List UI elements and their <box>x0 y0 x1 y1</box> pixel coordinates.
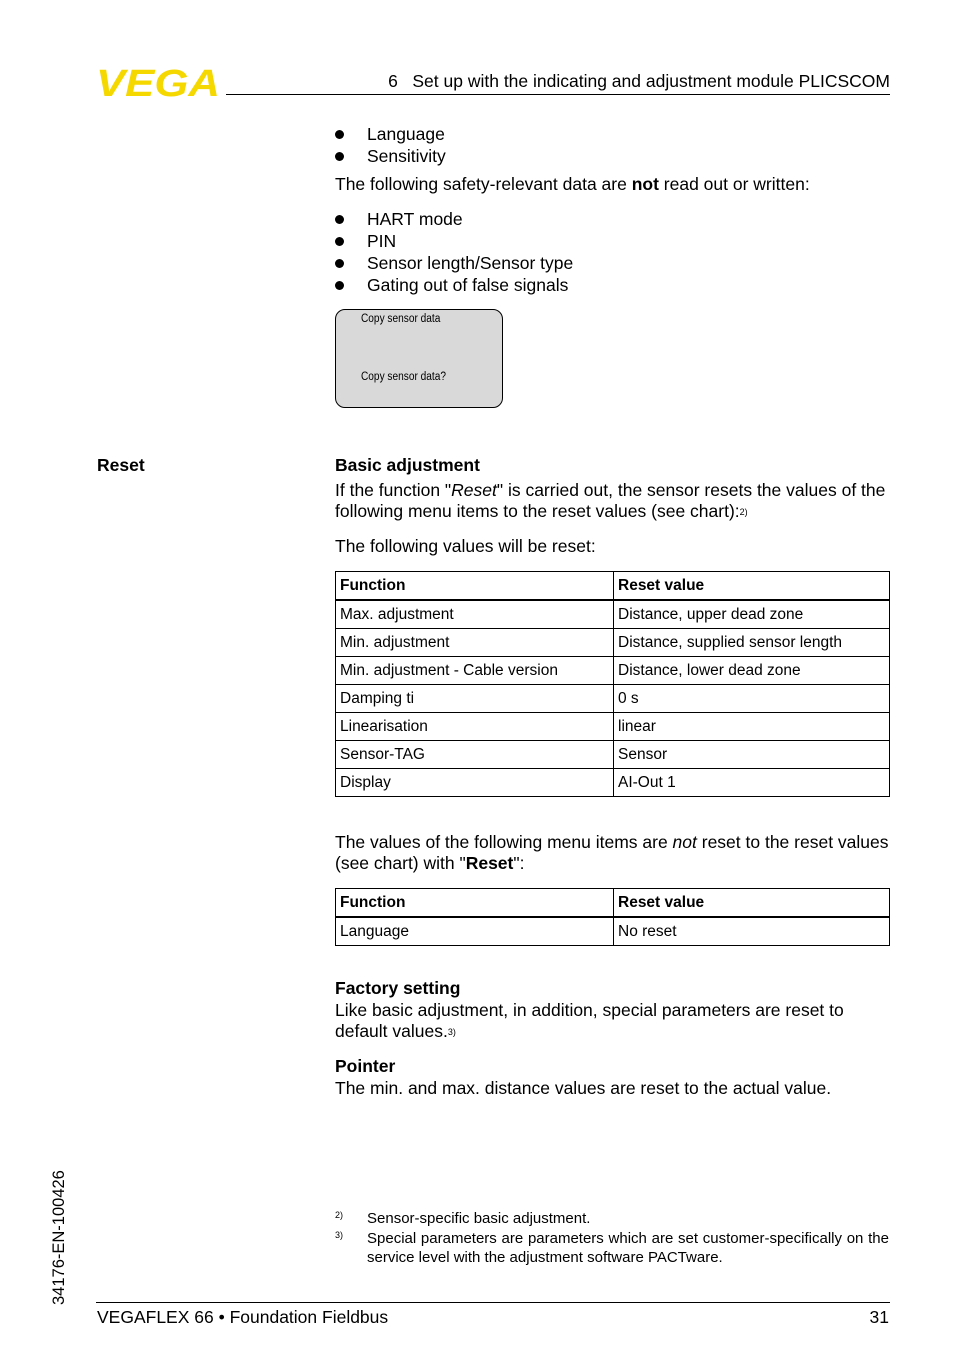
reset-values-table <box>335 571 890 797</box>
list-item: Sensor length/Sensor type <box>335 252 573 274</box>
table-cell: No reset <box>614 917 890 946</box>
table-cell: AI-Out 1 <box>614 769 890 797</box>
footnote-ref: 3) <box>447 1027 456 1037</box>
vega-logo <box>96 66 220 98</box>
table-header-row <box>336 889 890 918</box>
display-screen <box>335 309 503 408</box>
values-reset-intro: The following values will be reset: <box>335 536 596 556</box>
table-row <box>336 769 890 797</box>
display-line-1: Copy sensor data <box>361 313 441 325</box>
list-item: Sensitivity <box>335 145 446 167</box>
pointer-text: The min. and max. distance values are reset to the actual value. <box>335 1078 832 1098</box>
footnote-2 <box>335 1209 890 1229</box>
table-cell: Distance, upper dead zone <box>614 600 890 629</box>
table-cell: Distance, lower dead zone <box>614 657 890 685</box>
table-cell: linear <box>614 713 890 741</box>
table-row <box>336 657 890 685</box>
footnote-mark: 3) <box>335 1230 344 1240</box>
bullet-list-transferred <box>335 123 446 167</box>
table-row <box>336 741 890 769</box>
not-read-intro: The following safety-relevant data are not read out or written: <box>335 174 810 194</box>
table-row <box>336 685 890 713</box>
heading-basic-adjustment: Basic adjustment <box>335 455 480 475</box>
footer-rule <box>96 1302 890 1303</box>
side-heading-reset: Reset <box>97 455 145 475</box>
list-item: PIN <box>335 230 573 252</box>
footnote-mark: 2) <box>335 1210 344 1220</box>
logo-text: VEGA <box>96 66 220 98</box>
table-cell: Sensor-TAG <box>336 741 614 769</box>
footnote-text: Special parameters are parameters which are set customer-specifically on the service level with the adjustment software PACTware. <box>367 1230 889 1266</box>
table-header-row <box>336 572 890 601</box>
table-cell: 0 s <box>614 685 890 713</box>
table-row <box>336 917 890 946</box>
table-cell: Distance, supplied sensor length <box>614 629 890 657</box>
header-title: 6 Set up with the indicating and adjustment module PLICSCOM <box>388 71 890 91</box>
table-cell: Language <box>336 917 614 946</box>
footnote-3 <box>335 1229 890 1269</box>
footer-product: VEGAFLEX 66 • Foundation Fieldbus <box>97 1307 389 1327</box>
display-line-2: Copy sensor data? <box>361 371 446 383</box>
heading-factory-setting: Factory setting <box>335 978 461 998</box>
not-reset-table <box>335 888 890 946</box>
page-number: 31 <box>869 1307 889 1327</box>
basic-adjustment-text: If the function "Reset" is carried out, the sensor resets the values of the following menu items to the reset values (see chart):$^{2)}$ <box>335 480 886 521</box>
table-row <box>336 629 890 657</box>
footnote-ref: 2) <box>739 507 748 517</box>
table-cell: Damping ti <box>336 685 614 713</box>
table-cell: Sensor <box>614 741 890 769</box>
factory-setting-text: Like basic adjustment, in addition, special parameters are reset to default values.$^{3)}$ <box>335 1000 844 1041</box>
not-reset-intro: The values of the following menu items are not reset to the reset values (see chart) with "Reset": <box>335 832 889 873</box>
list-item: Language <box>335 123 446 145</box>
list-item: HART mode <box>335 208 573 230</box>
list-item: Gating out of false signals <box>335 274 573 296</box>
bullet-list-not-transferred <box>335 208 573 296</box>
table-cell: Min. adjustment - Cable version <box>336 657 614 685</box>
column-header: Reset value <box>614 572 890 601</box>
column-header: Function <box>336 572 614 601</box>
column-header: Reset value <box>614 889 890 918</box>
column-header: Function <box>336 889 614 918</box>
table-cell: Max. adjustment <box>336 600 614 629</box>
table-cell: Display <box>336 769 614 797</box>
table-row <box>336 713 890 741</box>
footnote-text: Sensor-specific basic adjustment. <box>367 1210 591 1227</box>
table-cell: Linearisation <box>336 713 614 741</box>
table-row <box>336 600 890 629</box>
header-rule <box>226 94 890 95</box>
table-cell: Min. adjustment <box>336 629 614 657</box>
heading-pointer: Pointer <box>335 1056 396 1076</box>
document-code: 34176-EN-100426 <box>50 1170 68 1305</box>
